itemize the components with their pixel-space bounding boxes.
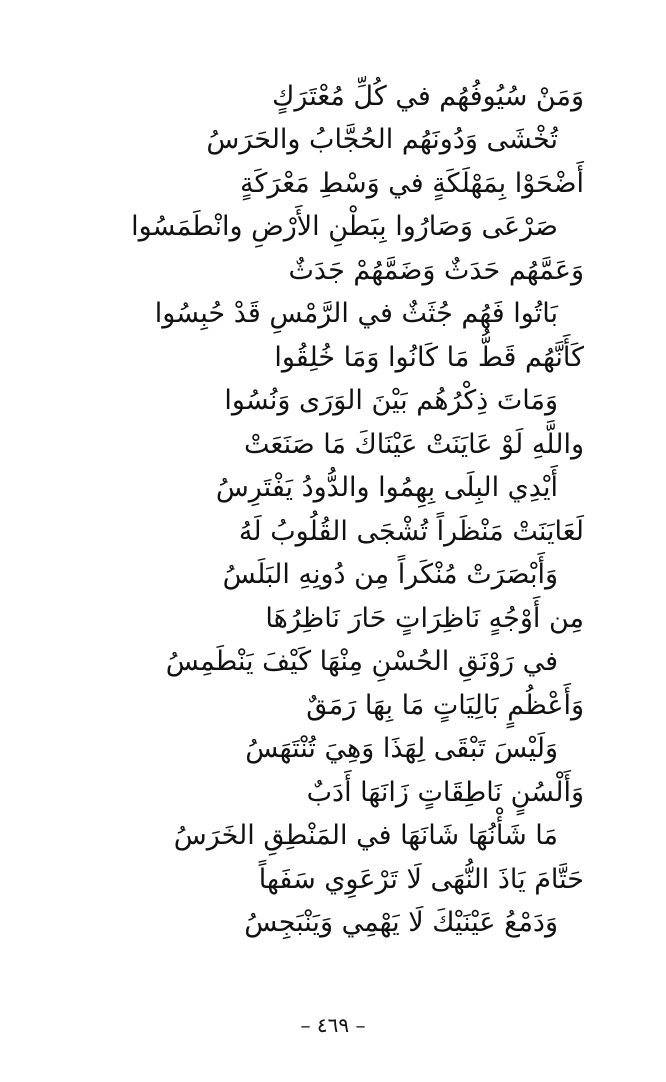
poem-line-7: كَأَنَّهُم قَطُّ مَا كَانُوا وَمَا خُلِقُوا (274, 342, 584, 373)
poem-line-15: وَأَعْظُمٍ بَالِيَاتٍ مَا بِهَا رَمَقٌ (306, 690, 584, 721)
poem-line-19: حَتَّامَ يَاذَ النُّهَى لَا تَرْعَوِي سَفَهاً (258, 864, 584, 895)
page-number: – ٤٦٩ – (300, 1013, 366, 1037)
poem-line-10: أَيْدِي البِلَى بِهِمُوا والدُّودُ يَفْتَرِسُ (215, 472, 558, 503)
poem-line-8: وَمَاتَ ذِكْرُهُم بَيْنَ الوَرَى وَنُسُوا (224, 385, 558, 416)
poem-line-16: وَلَيْسَ تَبْقَى لِهَذَا وَهِيَ تُنْتَهَسُ (245, 733, 558, 764)
poem-line-2: تُخْشَى وَدُونَهُم الحُجَّابُ والحَرَسُ (206, 124, 558, 155)
poem-line-11: لَعَايَنَتْ مَنْظَراً تُشْجَى القُلُوبُ لَهُ (238, 516, 584, 547)
poem-line-6: بَاتُوا فَهُم جُثَثٌ في الرَّمْسِ قَدْ حُبِسُوا (154, 298, 558, 329)
poem-line-1: وَمَنْ سُيُوفُهُم في كُلِّ مُعْتَرَكٍ (272, 81, 584, 112)
poem-line-5: وَعَمَّهُم حَدَثٌ وَضَمَّهُمْ جَدَثٌ (288, 255, 584, 286)
poem-line-14: في رَوْنَقِ الحُسْنِ مِنْهَا كَيْفَ يَنْطَمِسُ (165, 646, 558, 677)
poem-line-4: صَرْعَى وَصَارُوا بِبَطْنِ الأَرْضِ وانْطَمَسُوا (131, 211, 558, 242)
poem-line-3: أَضْحَوْا بِمَهْلَكَةٍ في وَسْطِ مَعْرَكَةٍ (240, 168, 584, 199)
poem-line-13: مِن أَوْجُهٍ نَاظِرَاتٍ حَارَ نَاظِرُهَا (265, 603, 584, 634)
poem-line-18: مَا شَأْنُهَا شَانَهَا في المَنْطِقِ الخَرَسُ (173, 820, 558, 851)
poem-line-9: واللَّهِ لَوْ عَايَنَتْ عَيْنَاكَ مَا صَنَعَتْ (244, 429, 584, 460)
poem-line-17: وَأَلْسُنٍ نَاطِقَاتٍ زَانَهَا أَدَبٌ (306, 777, 584, 808)
poem-line-12: وَأَبْصَرَتْ مُنْكَراً مِن دُونِهِ البَلَسُ (222, 559, 558, 590)
poem-line-20: وَدَمْعُ عَيْنَيْكَ لَا يَهْمِي وَيَنْبَجِسُ (244, 907, 558, 938)
